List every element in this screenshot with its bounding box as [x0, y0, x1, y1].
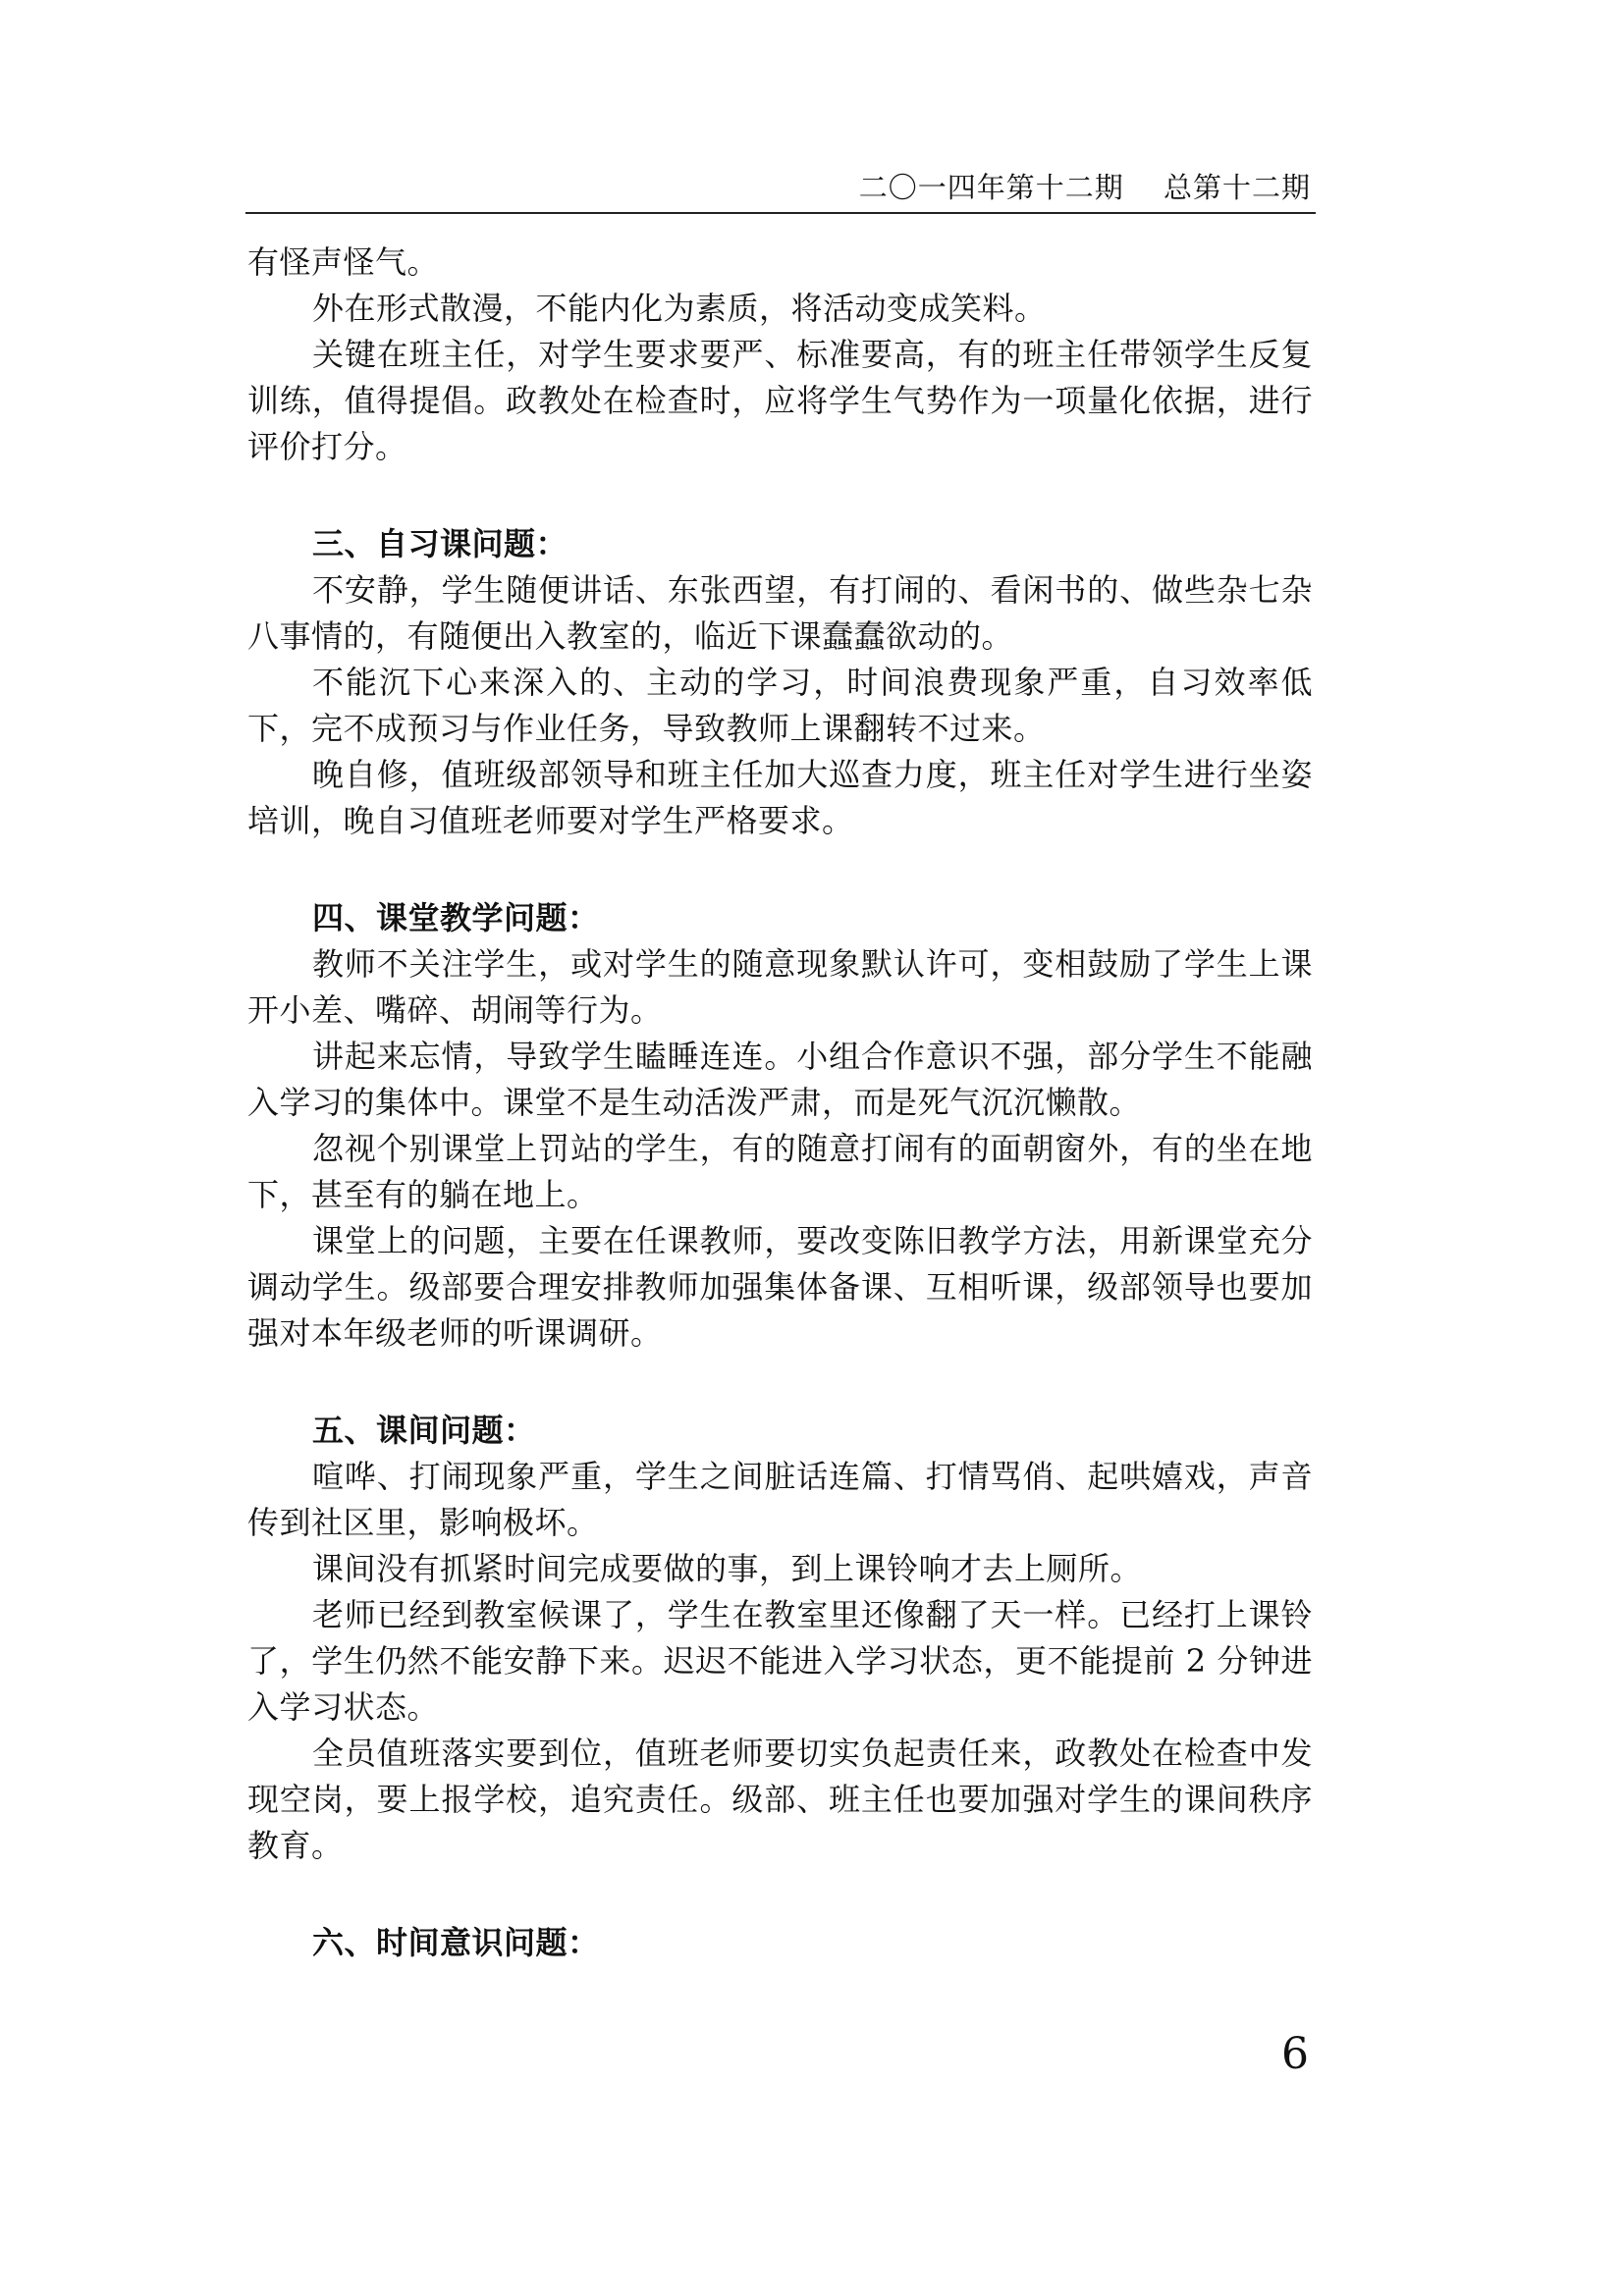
- paragraph: 不安静，学生随便讲话、东张西望，有打闹的、看闲书的、做些杂七杂八事情的，有随便出入教室的，临近下课蠢蠢欲动的。: [247, 571, 1313, 655]
- paragraph: 课堂上的问题，主要在任课教师，要改变陈旧教学方法，用新课堂充分调动学生。级部要合理安排教师加强集体备课、互相听课，级部领导也要加强对本年级老师的听课调研。: [247, 1222, 1313, 1352]
- paragraph: 喧哗、打闹现象严重，学生之间脏话连篇、打情骂俏、起哄嬉戏，声音传到社区里，影响极坏。: [247, 1458, 1313, 1541]
- paragraph: 忽视个别课堂上罚站的学生，有的随意打闹有的面朝窗外，有的坐在地下，甚至有的躺在地上。: [247, 1130, 1313, 1213]
- paragraph: 讲起来忘情，导致学生瞌睡连连。小组合作意识不强，部分学生不能融入学习的集体中。课堂不是生动活泼严肃，而是死气沉沉懒散。: [247, 1038, 1313, 1121]
- paragraph: 全员值班落实要到位，值班老师要切实负起责任来，政教处在检查中发现空岗，要上报学校，追究责任。级部、班主任也要加强对学生的课间秩序教育。: [247, 1735, 1313, 1864]
- paragraph: 关键在班主任，对学生要求要严、标准要高，有的班主任带领学生反复训练，值得提倡。政教处在检查时，应将学生气势作为一项量化依据，进行评价打分。: [247, 336, 1313, 465]
- paragraph: 有怪声怪气。: [247, 243, 440, 281]
- paragraph: 课间没有抓紧时间完成要做的事，到上课铃响才去上厕所。: [312, 1550, 1143, 1587]
- section-heading: 六、时间意识问题：: [312, 1924, 600, 1961]
- section-heading: 四、课堂教学问题：: [312, 899, 600, 936]
- issue-label: 二〇一四年第十二期 总第十二期: [858, 171, 1311, 204]
- running-header: [245, 169, 1316, 214]
- paragraph: 晚自修，值班级部领导和班主任加大巡查力度，班主任对学生进行坐姿培训，晚自习值班老师要对学生严格要求。: [247, 756, 1313, 839]
- paragraph: 不能沉下心来深入的、主动的学习，时间浪费现象严重，自习效率低下，完不成预习与作业任务，导致教师上课翻转不过来。: [247, 664, 1313, 747]
- page-body: [247, 240, 1313, 1966]
- paragraph: 教师不关注学生，或对学生的随意现象默认许可，变相鼓励了学生上课开小差、嘴碎、胡闹等行为。: [247, 945, 1313, 1029]
- paragraph: 老师已经到教室候课了，学生在教室里还像翻了天一样。已经打上课铃了，学生仍然不能安静下来。迟迟不能进入学习状态，更不能提前 2 分钟进入学习状态。: [247, 1596, 1313, 1726]
- section-heading: 五、课间问题：: [312, 1412, 536, 1449]
- page-number: 6: [1281, 2029, 1309, 2079]
- section-heading: 三、自习课问题：: [312, 525, 568, 562]
- paragraph: 外在形式散漫，不能内化为素质，将活动变成笑料。: [312, 290, 1047, 327]
